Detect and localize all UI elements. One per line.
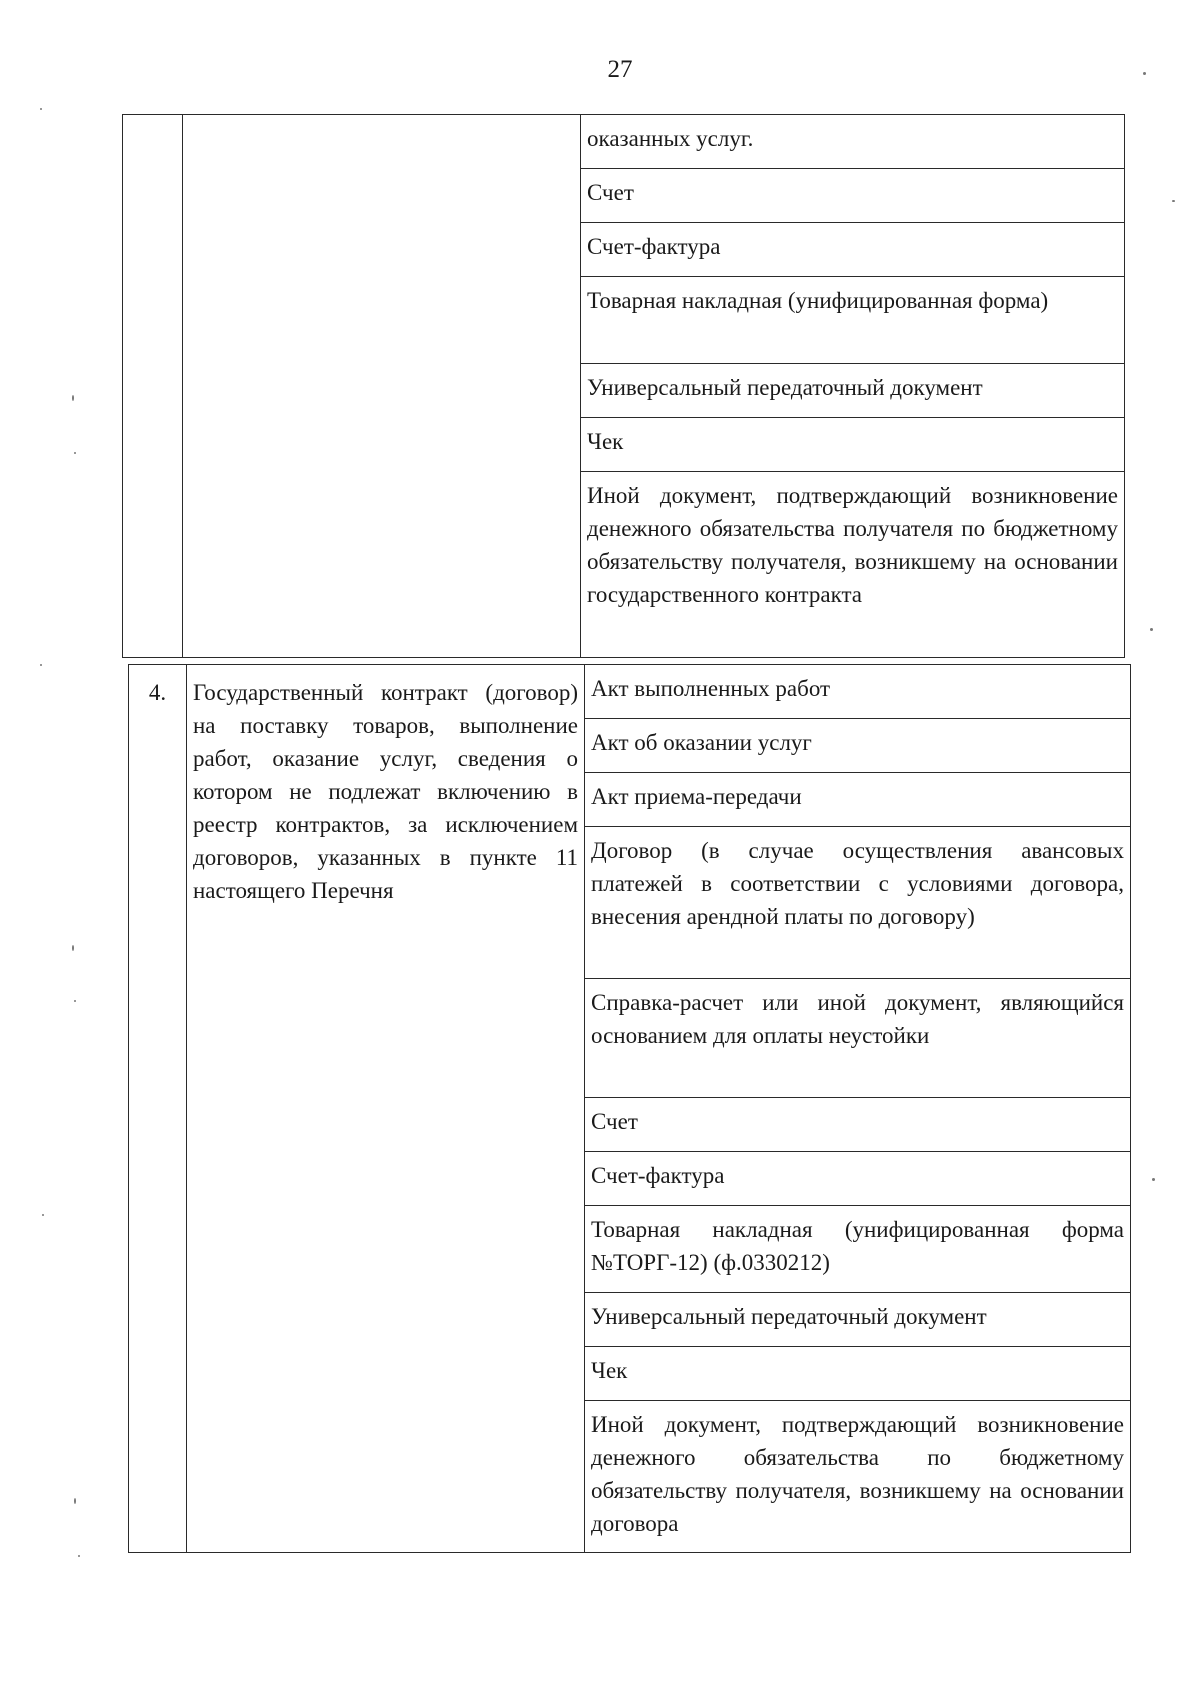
scan-speck xyxy=(78,1555,80,1557)
document-cell xyxy=(581,277,1125,364)
contract-description-cell xyxy=(183,115,581,658)
row-number-cell xyxy=(129,665,187,1553)
scan-speck xyxy=(40,108,42,110)
row-number: 4. xyxy=(148,680,167,705)
document-name: Счет xyxy=(587,180,634,205)
scan-speck xyxy=(40,664,42,666)
table-row xyxy=(129,665,1131,719)
document-cell xyxy=(581,364,1125,418)
document-cell xyxy=(585,1152,1131,1206)
document-name: Чек xyxy=(591,1358,628,1383)
document-cell xyxy=(585,1206,1131,1293)
document-name: Счет-фактура xyxy=(591,1163,725,1188)
scan-speck xyxy=(74,1498,76,1504)
scan-speck xyxy=(42,1214,44,1216)
document-name: Иной документ, подтверждающий возникновение денежного обязательства по бюджетному обязательству получателя, возникшему на основании договора xyxy=(591,1412,1124,1536)
document-name: Счет xyxy=(591,1109,638,1134)
document-cell xyxy=(585,827,1131,979)
document-name: Товарная накладная (унифицированная форма №ТОРГ-12) (ф.0330212) xyxy=(591,1217,1124,1275)
scan-speck xyxy=(72,395,74,401)
document-cell xyxy=(585,979,1131,1098)
document-cell xyxy=(585,719,1131,773)
document-name: Справка-расчет или иной документ, являющийся основанием для оплаты неустойки xyxy=(591,990,1124,1048)
page-number: 27 xyxy=(607,56,633,83)
document-name: Счет-фактура xyxy=(587,234,721,259)
document-cell xyxy=(585,1293,1131,1347)
document-cell xyxy=(581,472,1125,658)
scan-speck xyxy=(72,945,74,951)
document-cell xyxy=(585,665,1131,719)
scan-speck xyxy=(74,1000,76,1002)
scan-speck xyxy=(1172,200,1175,202)
scan-speck xyxy=(1143,72,1146,75)
document-cell xyxy=(585,1401,1131,1553)
document-name: Чек xyxy=(587,429,624,454)
table-row xyxy=(123,115,1125,169)
document-cell xyxy=(581,418,1125,472)
document-name: Товарная накладная (унифицированная форма) xyxy=(587,288,1049,313)
contract-description xyxy=(183,115,580,130)
document-cell xyxy=(581,223,1125,277)
document-name: Универсальный передаточный документ xyxy=(591,1304,987,1329)
scan-speck xyxy=(1152,1178,1155,1181)
document-cell xyxy=(585,1347,1131,1401)
row-number xyxy=(123,115,182,126)
scan-speck xyxy=(74,452,76,454)
document-cell xyxy=(581,115,1125,169)
document-name: Акт об оказании услуг xyxy=(591,730,812,755)
document-cell xyxy=(585,773,1131,827)
contract-description: Государственный контракт (договор) на поставку товаров, выполнение работ, оказание услуг, сведения о котором не подлежат включению в реестр контрактов, за исключением договоров, указанных в пункте 11 настоящего Перечня xyxy=(193,680,578,903)
document-name: Иной документ, подтверждающий возникновение денежного обязательства получателя по бюджетному обязательству получателя, возникшему на основании государственного контракта xyxy=(587,483,1118,607)
document-cell xyxy=(585,1098,1131,1152)
document-name: Акт выполненных работ xyxy=(591,676,831,701)
scan-speck xyxy=(1150,628,1153,631)
documents-table-row-4 xyxy=(128,664,1131,1553)
document-name: оказанных услуг. xyxy=(587,126,754,151)
document-name: Договор (в случае осуществления авансовых платежей в соответствии с условиями договора, внесения арендной платы по договору) xyxy=(591,838,1124,929)
row-number-cell xyxy=(123,115,183,658)
contract-description-cell xyxy=(187,665,585,1553)
documents-table-continued xyxy=(122,114,1125,658)
document-cell xyxy=(581,169,1125,223)
document-name: Универсальный передаточный документ xyxy=(587,375,983,400)
document-name: Акт приема-передачи xyxy=(591,784,802,809)
